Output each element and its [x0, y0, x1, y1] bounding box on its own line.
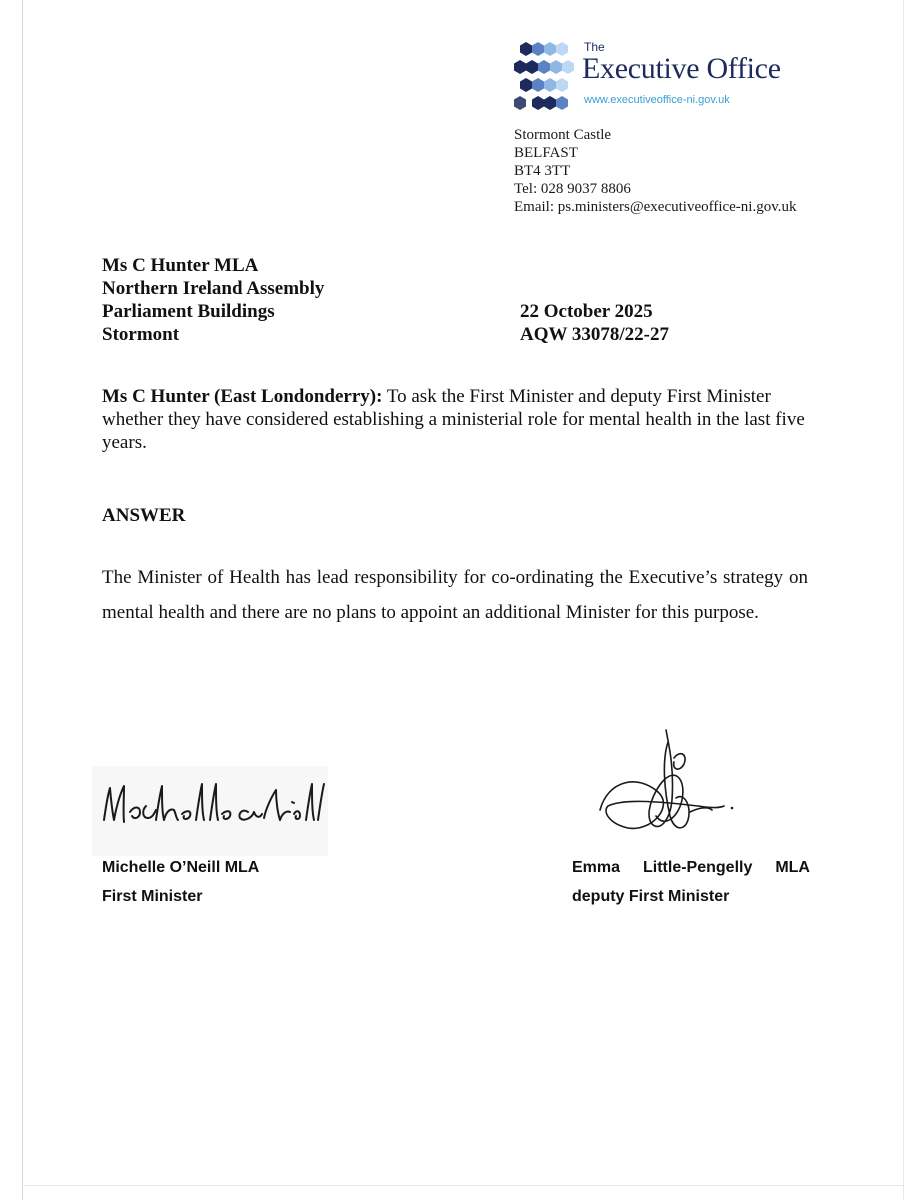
recipient-building: Parliament Buildings	[102, 301, 275, 322]
recipient-block	[102, 254, 324, 346]
logo-prefix: The	[584, 40, 605, 54]
page-right-edge	[903, 0, 904, 1200]
michelle-oneill-signature	[96, 776, 326, 840]
question-paragraph	[102, 385, 812, 454]
signatory-left-name: Michelle O’Neill MLA	[102, 859, 260, 876]
question-text: To ask the First Minister and deputy First Minister whether they have considered establishing a ministerial role for mental health in the last five years.	[102, 386, 805, 453]
signatory-right-last: Little-Pengelly	[643, 859, 753, 876]
question-asker: Ms C Hunter (East Londonderry):	[102, 386, 383, 407]
signatory-right-suffix: MLA	[775, 859, 810, 876]
signatory-right-name	[572, 858, 810, 878]
emma-little-pengelly-signature	[594, 720, 744, 846]
signatory-right-first: Emma	[572, 859, 621, 876]
hexagon-cluster-icon	[512, 38, 578, 110]
letter-date: 22 October 2025	[520, 301, 653, 322]
signatory-right-role: deputy First Minister	[572, 888, 730, 905]
reference-block	[520, 300, 669, 346]
page-bottom-edge	[22, 1185, 904, 1186]
answer-body: The Minister of Health has lead responsibility for co-ordinating the Executive’s strategy on mental health and there are no plans to appoint an additional Minister for this purpose.	[102, 567, 808, 623]
recipient-place: Stormont	[102, 324, 180, 345]
answer-heading: ANSWER	[102, 505, 186, 526]
logo-name: Executive Office	[582, 52, 781, 85]
address-tel: Tel: 028 9037 8806	[514, 181, 631, 197]
sender-address	[514, 126, 797, 216]
logo-url: www.executiveoffice-ni.gov.uk	[584, 94, 730, 106]
address-email: Email: ps.ministers@executiveoffice-ni.gov.uk	[514, 199, 797, 215]
recipient-name: Ms C Hunter MLA	[102, 255, 259, 276]
signatory-left-role: First Minister	[102, 888, 203, 905]
address-line: Stormont Castle	[514, 127, 612, 143]
recipient-org: Northern Ireland Assembly	[102, 278, 325, 299]
address-postcode: BT4 3TT	[514, 163, 571, 179]
aqw-reference: AQW 33078/22-27	[520, 324, 670, 345]
executive-office-logo	[512, 38, 832, 118]
address-city: BELFAST	[514, 145, 578, 161]
page-left-edge	[22, 0, 23, 1200]
